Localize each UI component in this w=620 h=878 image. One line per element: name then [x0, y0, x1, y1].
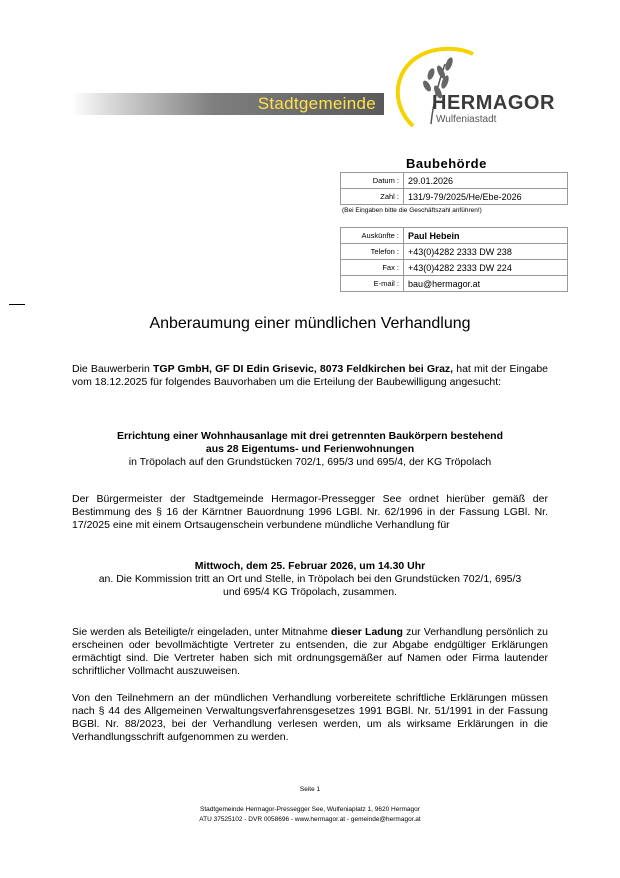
text: Sie werden als Beteiligte/r eingeladen, unter Mitnahme: [72, 626, 331, 638]
banner-text: Stadtgemeinde: [257, 94, 376, 113]
text: hat mit der Eingabe vom 18.12.2025 für folgendes Bauvorhaben um die Erteilung der Baubewilligung angesucht:: [72, 363, 548, 388]
text: Die Bauwerberin: [72, 363, 154, 375]
text: zur Verhandlung persönlich zu erscheinen oder bevollmächtigte Vertreter zu entsenden, die zur Abgabe endgültiger Erklärungen ermächtigt sind. Die Vertreter haben sich mit ordnungsgemäßer auf Namen oder Firma lautender schriftlicher Vollmacht auszuweisen.: [72, 626, 548, 677]
info-row-number: [341, 189, 568, 205]
paragraph-invitation: [72, 626, 548, 678]
footer-contact: ATU 37525102 - DVR 0058696 - www.hermagor.at - gemeinde@hermagor.at: [199, 816, 421, 823]
info-row-email: [341, 276, 568, 292]
header-banner: [72, 93, 384, 115]
hearing-location-1: an. Die Kommission tritt an Ort und Stelle, in Tröpolach bei den Grundstücken 702/1, 695/3: [98, 573, 522, 585]
info-label: E-mail :: [341, 276, 404, 292]
info-label: Datum :: [341, 173, 404, 189]
info-label: Telefon :: [341, 244, 404, 260]
info-value: Paul Hebein: [404, 228, 568, 244]
info-row-fax: [341, 260, 568, 276]
department-title: Baubehörde: [406, 156, 487, 171]
footer-address: Stadtgemeinde Hermagor-Pressegger See, Wulfeniaplatz 1, 9620 Hermagor: [200, 806, 420, 813]
document-title: Anberaumung einer mündlichen Verhandlung: [149, 315, 471, 332]
project-line-2: aus 28 Eigentums- und Ferienwohnungen: [205, 443, 415, 455]
info-row-date: [341, 173, 568, 189]
info-label: Fax :: [341, 260, 404, 276]
project-line-3: in Tröpolach auf den Grundstücken 702/1, 695/3 und 695/4, der KG Tröpolach: [128, 456, 492, 468]
info-label: Zahl :: [341, 189, 404, 205]
paragraph-application: [72, 363, 548, 389]
page-number: Seite 1: [299, 786, 321, 793]
info-value: +43(0)4282 2333 DW 238: [404, 244, 568, 260]
paragraph-order: Der Bürgermeister der Stadtgemeinde Hermagor-Pressegger See ordnet hierüber gemäß der Bestimmung des § 16 der Kärntner Bauordnung 1996 LGBl. Nr. 62/1996 in der Fassung LGBl. Nr. 17/2025 eine mit einem Ortsaugenschein verbundene mündliche Verhandlung für: [72, 493, 548, 531]
logo-wordmark: HERMAGOR: [432, 92, 555, 114]
fold-mark: [9, 304, 25, 305]
emphasis: dieser Ladung: [330, 626, 403, 638]
reference-table: [340, 172, 568, 205]
info-label: Auskünfte :: [341, 228, 404, 244]
email-link[interactable]: bau@hermagor.at: [404, 276, 568, 292]
contact-table: [340, 227, 568, 292]
paragraph-declarations: Von den Teilnehmern an der mündlichen Verhandlung vorbereitete schriftliche Erklärungen müssen nach § 44 des Allgemeinen Verwaltungsverfahrensgesetzes 1991 BGBl. Nr. 51/1991 in der Fassung BGBl. Nr. 88/2023, bei der Verhandlung verlesen werden, um als wirksame Erklärungen in die Verhandlungsschrift aufgenommen zu werden.: [72, 692, 548, 743]
reference-hint: (Bei Eingaben bitte die Geschäftszahl anführen!): [342, 207, 482, 214]
project-line-1: Errichtung einer Wohnhausanlage mit drei getrennten Baukörpern bestehend: [116, 430, 504, 442]
hearing-date: Mittwoch, dem 25. Februar 2026, um 14.30 Uhr: [194, 560, 426, 572]
info-row-phone: [341, 244, 568, 260]
hearing-location-2: und 695/4 KG Tröpolach, zusammen.: [223, 586, 397, 598]
logo-subtitle: Wulfeniastadt: [436, 114, 497, 125]
info-value: 29.01.2026: [404, 173, 568, 189]
info-value: 131/9-79/2025/He/Ebe-2026: [404, 189, 568, 205]
info-value: +43(0)4282 2333 DW 224: [404, 260, 568, 276]
info-row-contact: [341, 228, 568, 244]
applicant-name: TGP GmbH, GF DI Edin Grisevic, 8073 Feldkirchen bei Graz,: [153, 363, 454, 375]
